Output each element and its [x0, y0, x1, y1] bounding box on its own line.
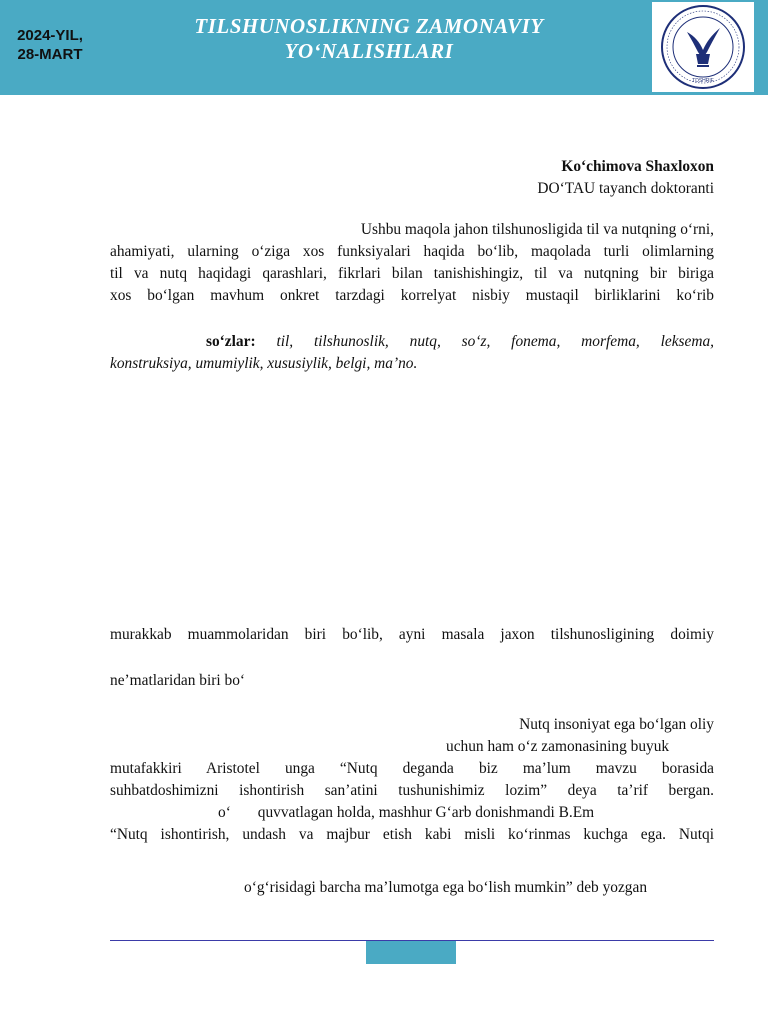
- keywords-line2: konstruksiya, umumiylik, xususiylik, belgi, ma’no.: [110, 355, 418, 372]
- abstract-line: ahamiyati, ularning o‘ziga xos funksiyalari haqida bo‘lib, maqolada turli olimlarning: [110, 243, 714, 260]
- author-position: DO‘TAU tayanch doktoranti: [537, 180, 714, 197]
- author-block: [110, 156, 714, 200]
- abstract-line: xos bo‘lgan mavhum onkret tarzdagi korrelyat nisbiy mustaqil birliklarini ko‘rib: [110, 287, 714, 304]
- body-paragraph-3: [110, 714, 714, 846]
- body-line: uchun ham o‘z zamonasining buyuk: [446, 738, 670, 755]
- keywords-list: til, tilshunoslik, nutq, so‘z, fonema, morfema, leksema,: [276, 333, 714, 350]
- body-line: “Nutq ishontirish, undash va majbur etish kabi misli ko‘rinmas kuchga ega. Nutqi: [110, 826, 714, 843]
- issue-date-day: 28-MART: [17, 46, 83, 63]
- journal-title-line2: YO‘NALISHLARI: [284, 39, 454, 63]
- journal-title: [140, 14, 598, 64]
- body-line: mutafakkiri Aristotel unga “Nutq deganda biz ma’lum mavzu borasida: [110, 760, 714, 777]
- abstract-paragraph: [110, 219, 714, 307]
- logo-text: TDSHRIF: [692, 78, 714, 84]
- keywords-label: so‘zlar:: [206, 333, 256, 350]
- body-line: o‘ quvvatlagan holda, mashhur G‘arb donishmandi B.Em: [218, 804, 595, 821]
- body-paragraph-4: o‘g‘risidagi barcha ma’lumotga ega bo‘lish mumkin” deb yozgan: [244, 879, 648, 896]
- keywords-block: [110, 331, 714, 375]
- body-paragraph-1: murakkab muammolaridan biri bo‘lib, ayni masala jaxon tilshunosligining doimiy: [110, 626, 714, 643]
- body-paragraph-2: ne’matlaridan biri bo‘: [110, 672, 246, 689]
- body-line: suhbatdoshimizni ishontirish san’atini tushunishimiz lozim” deya ta’rif bergan.: [110, 782, 714, 799]
- university-seal-icon: [652, 2, 754, 92]
- keywords-line1: [110, 331, 714, 353]
- university-logo: [652, 2, 754, 92]
- page-number-box: [366, 941, 456, 964]
- abstract-line: til va nutq haqidagi qarashlari, fikrlari bilan tanishishingiz, til va nutqning bir biriga: [110, 265, 714, 282]
- issue-date-year: 2024-YIL,: [17, 27, 83, 44]
- journal-header: [0, 0, 768, 95]
- author-name: Ko‘chimova Shaxloxon: [561, 158, 714, 175]
- body-line: Nutq insoniyat ega bo‘lgan oliy: [519, 716, 714, 733]
- issue-date: [14, 26, 86, 64]
- abstract-line: Ushbu maqola jahon tilshunosligida til va nutqning o‘rni,: [360, 221, 714, 238]
- journal-title-line1: TILSHUNOSLIKNING ZAMONAVIY: [194, 14, 544, 38]
